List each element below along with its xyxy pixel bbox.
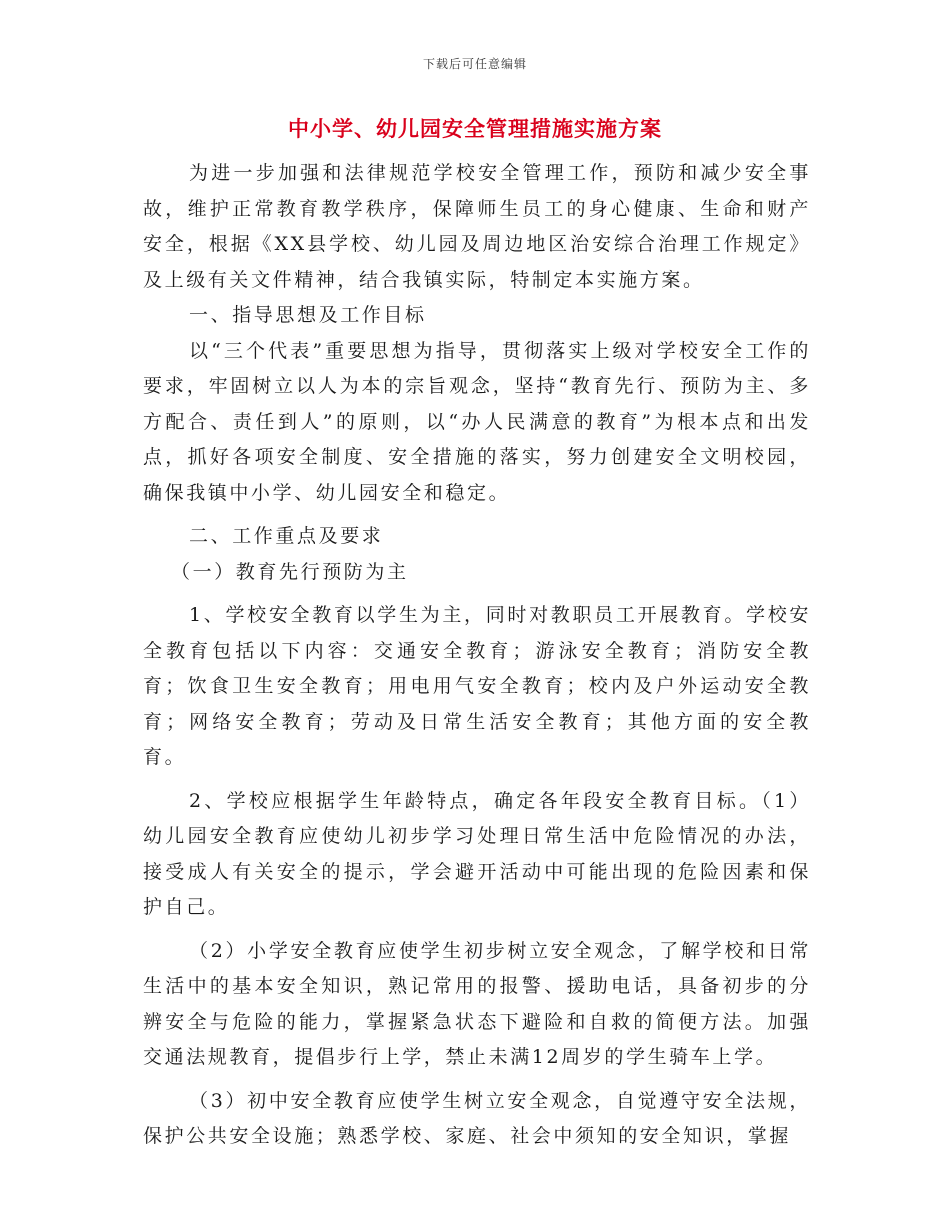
document-title: 中小学、幼儿园安全管理措施实施方案 bbox=[288, 116, 662, 141]
item-2-paragraph: 2、学校应根据学生年龄特点，确定各年段安全教育目标。（1）幼儿园安全教育应使幼儿初步学习处理日常生活中危险情况的办法，接受成人有关安全的提示，学会避开活动中可能出现的危险因素和保护自己。 bbox=[143, 789, 811, 918]
intro-paragraph: 为进一步加强和法律规范学校安全管理工作，预防和减少安全事故，维护正常教育教学秩序，保障师生员工的身心健康、生命和财产安全，根据《XX县学校、幼儿园及周边地区治安综合治理工作规定》及上级有关文件精神，结合我镇实际，特制定本实施方案。 bbox=[143, 162, 811, 291]
item-1-paragraph: 1、学校安全教育以学生为主，同时对教职员工开展教育。学校安全教育包括以下内容：交通安全教育；游泳安全教育；消防安全教育；饮食卫生安全教育；用电用气安全教育；校内及户外运动安全教育；网络安全教育；劳动及日常生活安全教育；其他方面的安全教育。 bbox=[143, 604, 811, 768]
section-heading-work-focus: 二、工作重点及要求 bbox=[189, 525, 384, 547]
subsection-heading-education-first: （一）教育先行预防为主 bbox=[171, 560, 409, 583]
item-2-3-paragraph: （3）初中安全教育应使学生树立安全观念，自觉遵守安全法规，保护公共安全设施；熟悉学校、家庭、社会中须知的安全知识，掌握 bbox=[143, 1089, 811, 1147]
page-header-note: 下载后可任意编辑 bbox=[422, 57, 527, 71]
document-body bbox=[143, 156, 811, 1155]
item-2-2-paragraph: （2）小学安全教育应使学生初步树立安全观念，了解学校和日常生活中的基本安全知识，熟记常用的报警、援助电话，具备初步的分辨安全与危险的能力，掌握紧急状态下避险和自救的简便方法。加强交通法规教育，提倡步行上学，禁止未满12周岁的学生骑车上学。 bbox=[143, 939, 811, 1068]
guiding-ideology-paragraph: 以“三个代表”重要思想为指导，贯彻落实上级对学校安全工作的要求，牢固树立以人为本的宗旨观念，坚持“教育先行、预防为主、多方配合、责任到人”的原则，以“办人民满意的教育”为根本点和出发点，抓好各项安全制度、安全措施的落实，努力创建安全文明校园，确保我镇中小学、幼儿园安全和稳定。 bbox=[143, 339, 811, 504]
section-heading-guiding-ideology: 一、指导思想及工作目标 bbox=[189, 304, 427, 326]
